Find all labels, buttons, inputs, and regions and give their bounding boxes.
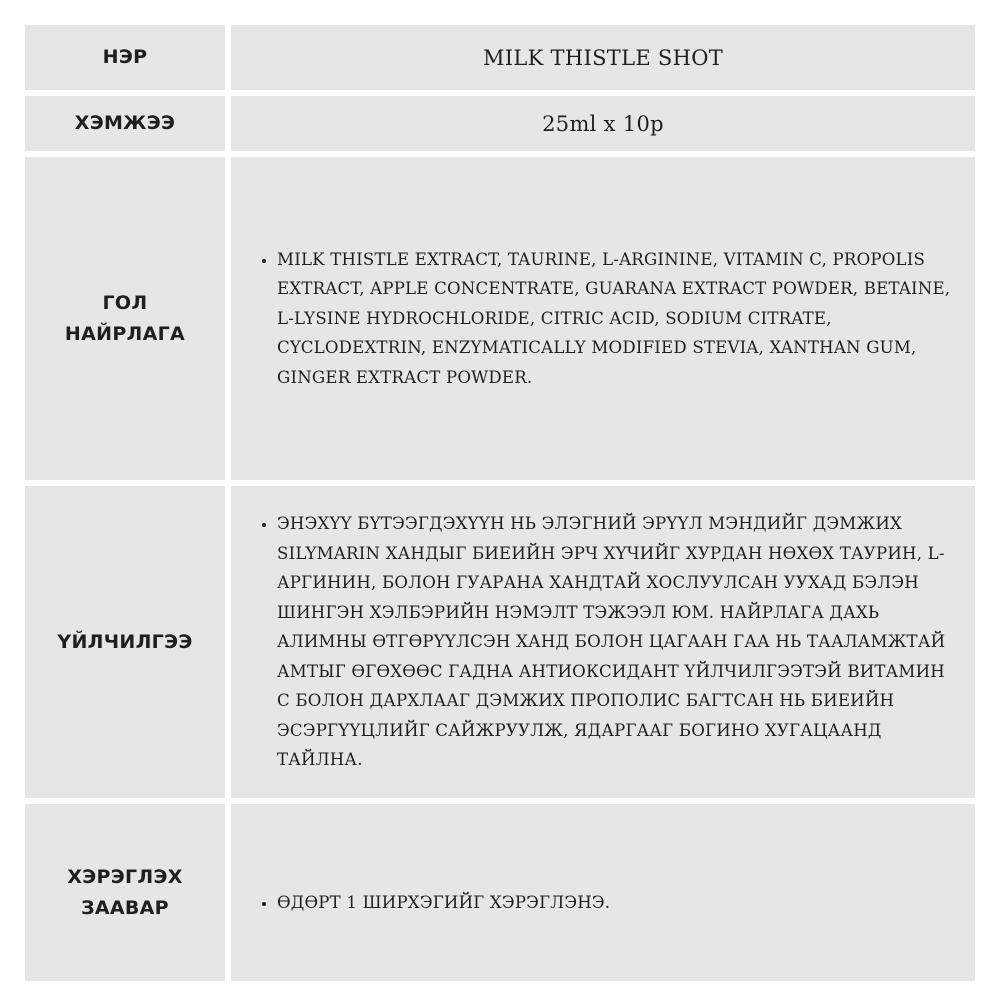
ingredients-list <box>257 245 961 393</box>
ingredients-label: ГОЛ НАЙРЛАГА <box>64 291 186 345</box>
ingredients-label-cell <box>25 157 225 480</box>
effect-label: ҮЙЛЧИЛГЭЭ <box>57 630 193 653</box>
size-value-cell <box>231 96 975 151</box>
size-label: ХЭМЖЭЭ <box>74 112 176 134</box>
usage-value-cell <box>231 804 975 981</box>
product-name: MILK THISTLE SHOT <box>482 45 724 70</box>
usage-list-item: • ӨДӨРТ 1 ШИРХЭГИЙГ ХЭРЭГЛЭНЭ. <box>277 888 610 918</box>
effect-label-cell <box>25 486 225 798</box>
effect-value-cell <box>231 486 975 798</box>
product-size: 25ml x 10p <box>542 111 664 136</box>
name-label-cell <box>25 25 225 90</box>
ingredients-value-cell <box>231 157 975 480</box>
name-label: НЭР <box>102 46 148 68</box>
ingredients-list-item: • MILK THISTLE EXTRACT, TAURINE, L-ARGININE, VITAMIN C, PROPOLIS EXTRACT, APPLE CONCENTRATE, GUARANA EXTRACT POWDER, BETAINE, L-LYSINE HYDROCHLORIDE, CITRIC ACID, SODIUM CITRATE, CYCLODEXTRIN, ENZYMATICALLY MODIFIED STEVIA, XANTHAN GUM, GINGER EXTRACT POWDER. <box>277 245 961 393</box>
product-info-table <box>25 25 975 975</box>
usage-label-cell <box>25 804 225 981</box>
usage-list <box>257 888 610 918</box>
usage-label: ХЭРЭГЛЭХ ЗААВАР <box>67 865 183 919</box>
effect-list-item: • ЭНЭХҮҮ БҮТЭЭГДЭХҮҮН НЬ ЭЛЭГНИЙ ЭРҮҮЛ МЭНДИЙГ ДЭМЖИХ SILYMARIN ХАНДЫГ БИЕИЙН ЭРЧ ХҮЧИЙГ ХУРДАН НӨХӨХ ТАУРИН, L-АРГИНИН, БОЛОН ГУАРАНА ХАНДТАЙ ХОСЛУУЛСАН УУХАД БЭЛЭН ШИНГЭН ХЭЛБЭРИЙН НЭМЭЛТ ТЭЖЭЭЛ ЮМ. НАЙРЛАГА ДАХЬ АЛИМНЫ ӨТГӨРҮҮЛСЭН ХАНД БОЛОН ЦАГААН ГАА НЬ ТААЛАМЖТАЙ АМТЫГ ӨГӨХӨӨС ГАДНА АНТИОКСИДАНТ ҮЙЛЧИЛГЭЭТЭЙ ВИТАМИН С БОЛОН ДАРХЛААГ ДЭМЖИХ ПРОПОЛИС БАГТСАН НЬ БИЕИЙН ЭСЭРГҮҮЦЛИЙГ САЙЖРУУЛЖ, ЯДАРГААГ БОГИНО ХУГАЦААНД ТАЙЛНА. <box>277 509 961 775</box>
effect-list <box>257 509 961 775</box>
name-value-cell <box>231 25 975 90</box>
size-label-cell <box>25 96 225 151</box>
